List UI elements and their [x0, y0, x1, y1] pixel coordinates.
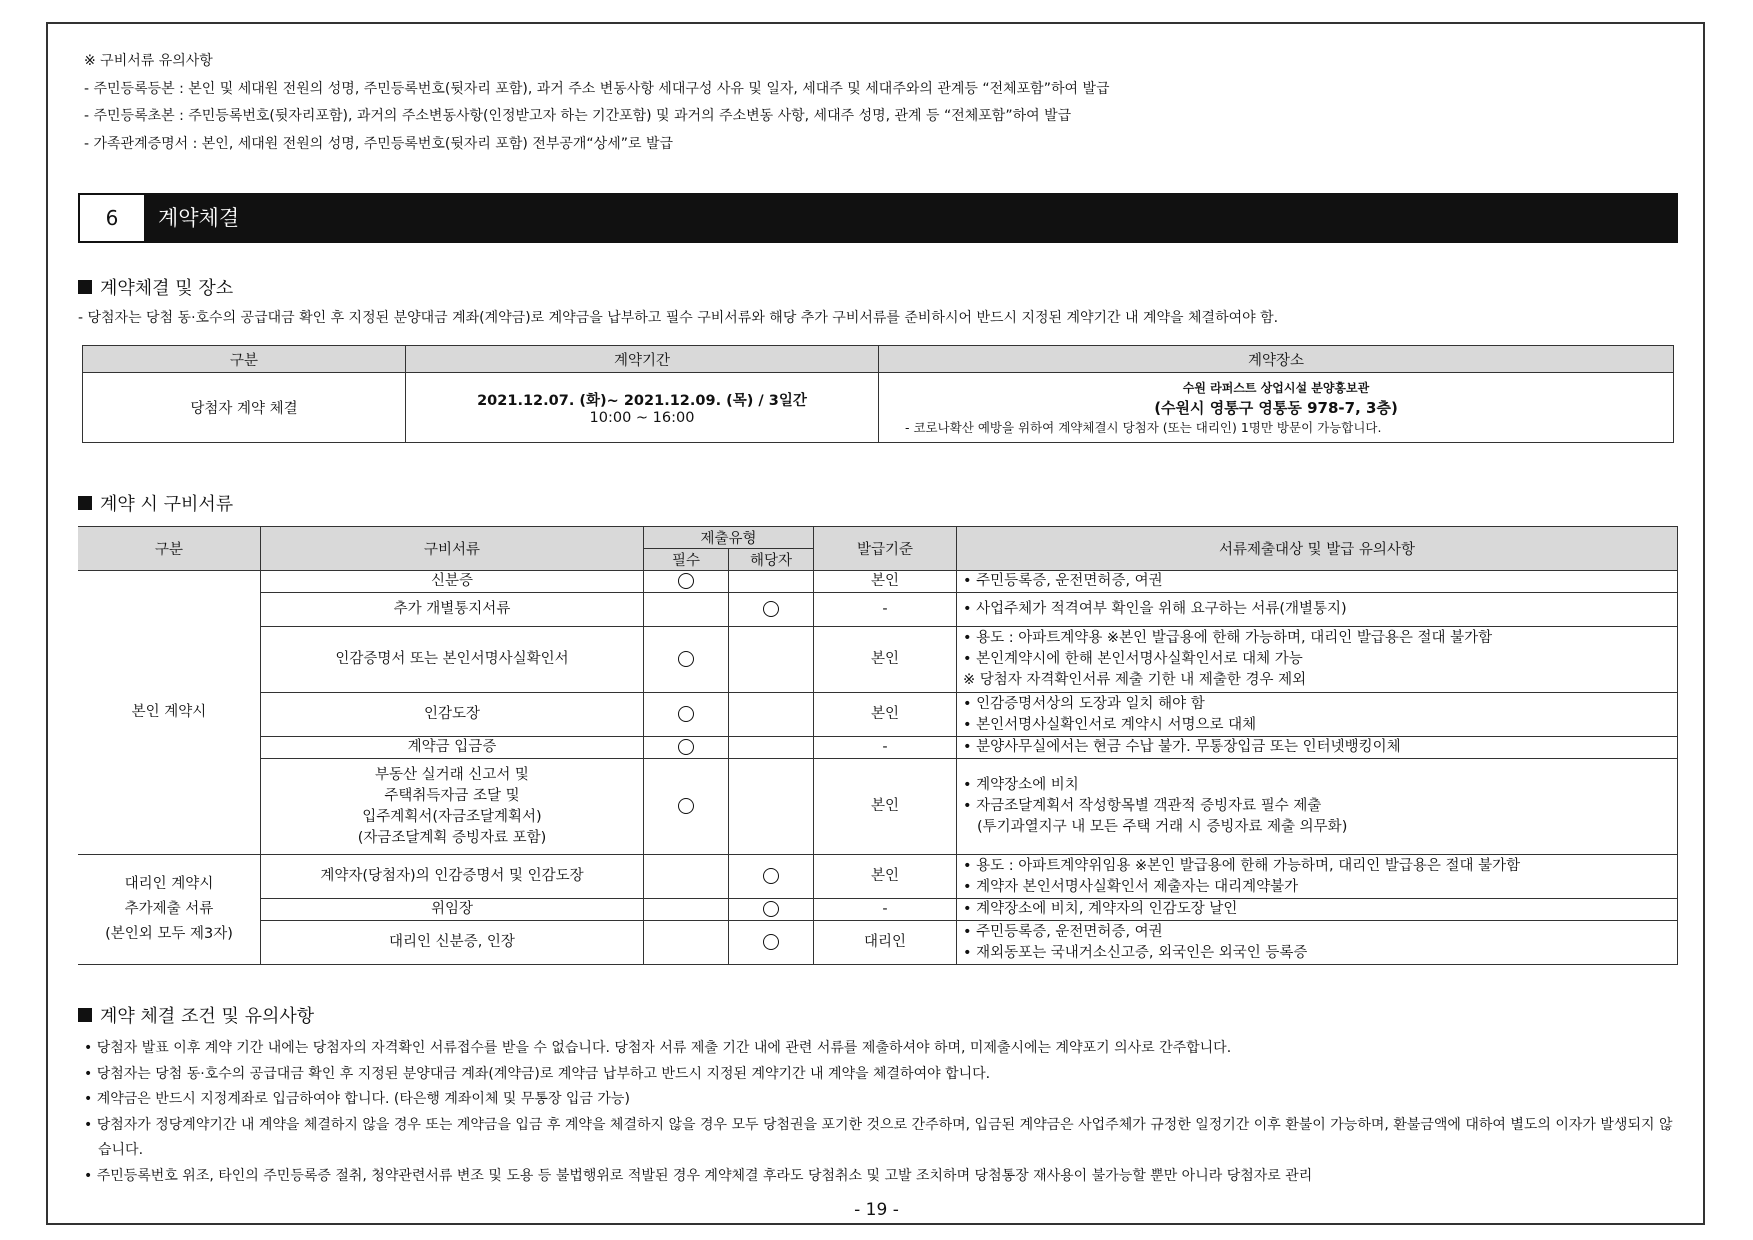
group-label: 대리인 계약시 추가제출 서류 (본인외 모두 제3자) [78, 855, 261, 965]
section-number: 6 [80, 195, 144, 241]
section-title: 계약체결 [158, 206, 240, 230]
notes-item: - 주민등록초본 : 주민등록번호(뒷자리포함), 과거의 주소변동사항(인정받고자 하는 기간포함) 및 과거의 주소변동 사항, 세대주 성명, 관계 등 “전체포함”하여 발급 [84, 108, 1072, 124]
table-row: 본인 계약시 신분증 본인 • 주민등록증, 운전면허증, 여권 [78, 571, 1678, 593]
table-header: 제출유형 [644, 527, 814, 549]
subheading-contract-place: 계약체결 및 장소 [78, 274, 233, 300]
list-item: • 당첨자는 당첨 동·호수의 공급대금 확인 후 지정된 분양대금 계좌(계약금)로 계약금 납부하고 반드시 지정된 계약기간 내 계약을 체결하여야 합니다. [84, 1065, 991, 1082]
list-item: • 당첨자가 정당계약기간 내 계약을 체결하지 않을 경우 또는 계약금을 입금 후 계약을 체결하지 않을 경우 모두 당첨권을 포기한 것으로 간주하며, 입금된 계약금은 사업주체가 규정한 일정기간 이후 환불이 가능하며, 환불금액에 대하여 별도의 이자가 발생되지 않습니다. [84, 1116, 1673, 1158]
group-label: 본인 계약시 [78, 571, 261, 855]
contract-location: 수원 라퍼스트 상업시설 분양홍보관 (수원시 영통구 영통동 978-7, 3층) - 코로나확산 예방을 위하여 계약체결시 당첨자 (또는 대리인) 1명만 방문이 가능합니다. [879, 373, 1674, 443]
table-row: 추가 개별통지서류 - • 사업주체가 적격여부 확인을 위해 요구하는 서류(개별통지) [78, 593, 1678, 627]
table-header: 구비서류 [261, 527, 644, 571]
documents-table [78, 526, 1678, 965]
notes-item: - 가족관계증명서 : 본인, 세대원 전원의 성명, 주민등록번호(뒷자리 포함) 전부공개“상세”로 발급 [84, 135, 673, 152]
contract-period: 2021.12.07. (화)~ 2021.12.09. (목) / 3일간 10:00 ~ 16:00 [406, 373, 879, 443]
circle-mark-icon [763, 934, 779, 950]
square-bullet-icon [78, 496, 92, 510]
square-bullet-icon [78, 1008, 92, 1022]
table-header: 서류제출대상 및 발급 유의사항 [957, 527, 1678, 571]
subheading-conditions: 계약 체결 조건 및 유의사항 [78, 1002, 314, 1028]
table-row: 부동산 실거래 신고서 및 주택취득자금 조달 및 입주계획서(자금조달계획서) (자금조달계획 증빙자료 포함) 본인 • 계약장소에 비치 • 자금조달계획서 작성항목별 객관적 증빙자료 필수 제출 (투기과열지구 내 모든 주택 거래 시 증빙자료 제출 의무화) [78, 759, 1678, 855]
table-header: 해당자 [729, 549, 814, 571]
list-item: • 주민등록번호 위조, 타인의 주민등록증 절취, 청약관련서류 변조 및 도용 등 불법행위로 적발된 경우 계약체결 후라도 당첨취소 및 고발 조치하며 당첨통장 재사용이 불가능할 뿐만 아니라 당첨자로 관리 [84, 1167, 1313, 1184]
page-number: - 19 - [854, 1200, 899, 1220]
contract-type: 당첨자 계약 체결 [83, 373, 406, 443]
contract-place-table [82, 345, 1674, 443]
section-header-bar [78, 193, 1678, 243]
list-item: • 계약금은 반드시 지정계좌로 입금하여야 합니다. (타은행 계좌이체 및 무통장 입금 가능) [84, 1091, 630, 1107]
table-row: 계약금 입금증 - • 분양사무실에서는 현금 수납 불가. 무통장입금 또는 인터넷뱅킹이체 [78, 737, 1678, 759]
circle-mark-icon [678, 573, 694, 589]
circle-mark-icon [678, 706, 694, 722]
table-header: 계약장소 [879, 346, 1674, 373]
table-header: 구분 [78, 527, 261, 571]
table-row: 대리인 계약시 추가제출 서류 (본인외 모두 제3자) 계약자(당첨자)의 인감증명서 및 인감도장 본인 • 용도 : 아파트계약위임용 ※본인 발급용에 한해 가능하며, 대리인 발급용은 절대 불가함 • 계약자 본인서명사실확인서 제출자는 대리계약불가 [78, 855, 1678, 899]
notes-item: - 주민등록등본 : 본인 및 세대원 전원의 성명, 주민등록번호(뒷자리 포함), 과거 주소 변동사항 세대구성 사유 및 일자, 세대주 및 세대주와의 관계등 “전체포함”하여 발급 [84, 80, 1110, 97]
contract-place-desc: - 당첨자는 당첨 동·호수의 공급대금 확인 후 지정된 분양대금 계좌(계약금)로 계약금을 납부하고 필수 구비서류와 해당 추가 구비서류를 준비하시어 반드시 지정된 계약기간 내 계약을 체결하여야 함. [78, 310, 1279, 326]
table-header: 계약기간 [406, 346, 879, 373]
notes-title: ※ 구비서류 유의사항 [84, 53, 213, 69]
table-row: 대리인 신분증, 인장 대리인 • 주민등록증, 운전면허증, 여권 • 재외동포는 국내거소신고증, 외국인은 외국인 등록증 [78, 921, 1678, 965]
table-header: 발급기준 [814, 527, 957, 571]
circle-mark-icon [678, 651, 694, 667]
table-row [83, 373, 1674, 443]
circle-mark-icon [678, 798, 694, 814]
table-row: 인감도장 본인 • 인감증명서상의 도장과 일치 해야 함 • 본인서명사실확인서로 계약시 서명으로 대체 [78, 693, 1678, 737]
circle-mark-icon [678, 739, 694, 755]
table-header: 구분 [83, 346, 406, 373]
document-notes [84, 48, 1110, 158]
circle-mark-icon [763, 601, 779, 617]
table-row: 위임장 - • 계약장소에 비치, 계약자의 인감도장 날인 [78, 899, 1678, 921]
list-item: • 당첨자 발표 이후 계약 기간 내에는 당첨자의 자격확인 서류접수를 받을 수 없습니다. 당첨자 서류 제출 기간 내에 관련 서류를 제출하셔야 하며, 미제출시에는 계약포기 의사로 간주합니다. [84, 1040, 1232, 1056]
circle-mark-icon [763, 901, 779, 917]
conditions-list [84, 1036, 1684, 1189]
circle-mark-icon [763, 868, 779, 884]
square-bullet-icon [78, 280, 92, 294]
table-row: 인감증명서 또는 본인서명사실확인서 본인 • 용도 : 아파트계약용 ※본인 발급용에 한해 가능하며, 대리인 발급용은 절대 불가함 • 본인계약시에 한해 본인서명사실확인서로 대체 가능 ※ 당첨자 자격확인서류 제출 기한 내 제출한 경우 제외 [78, 627, 1678, 693]
subheading-documents: 계약 시 구비서류 [78, 490, 233, 516]
table-header: 필수 [644, 549, 729, 571]
